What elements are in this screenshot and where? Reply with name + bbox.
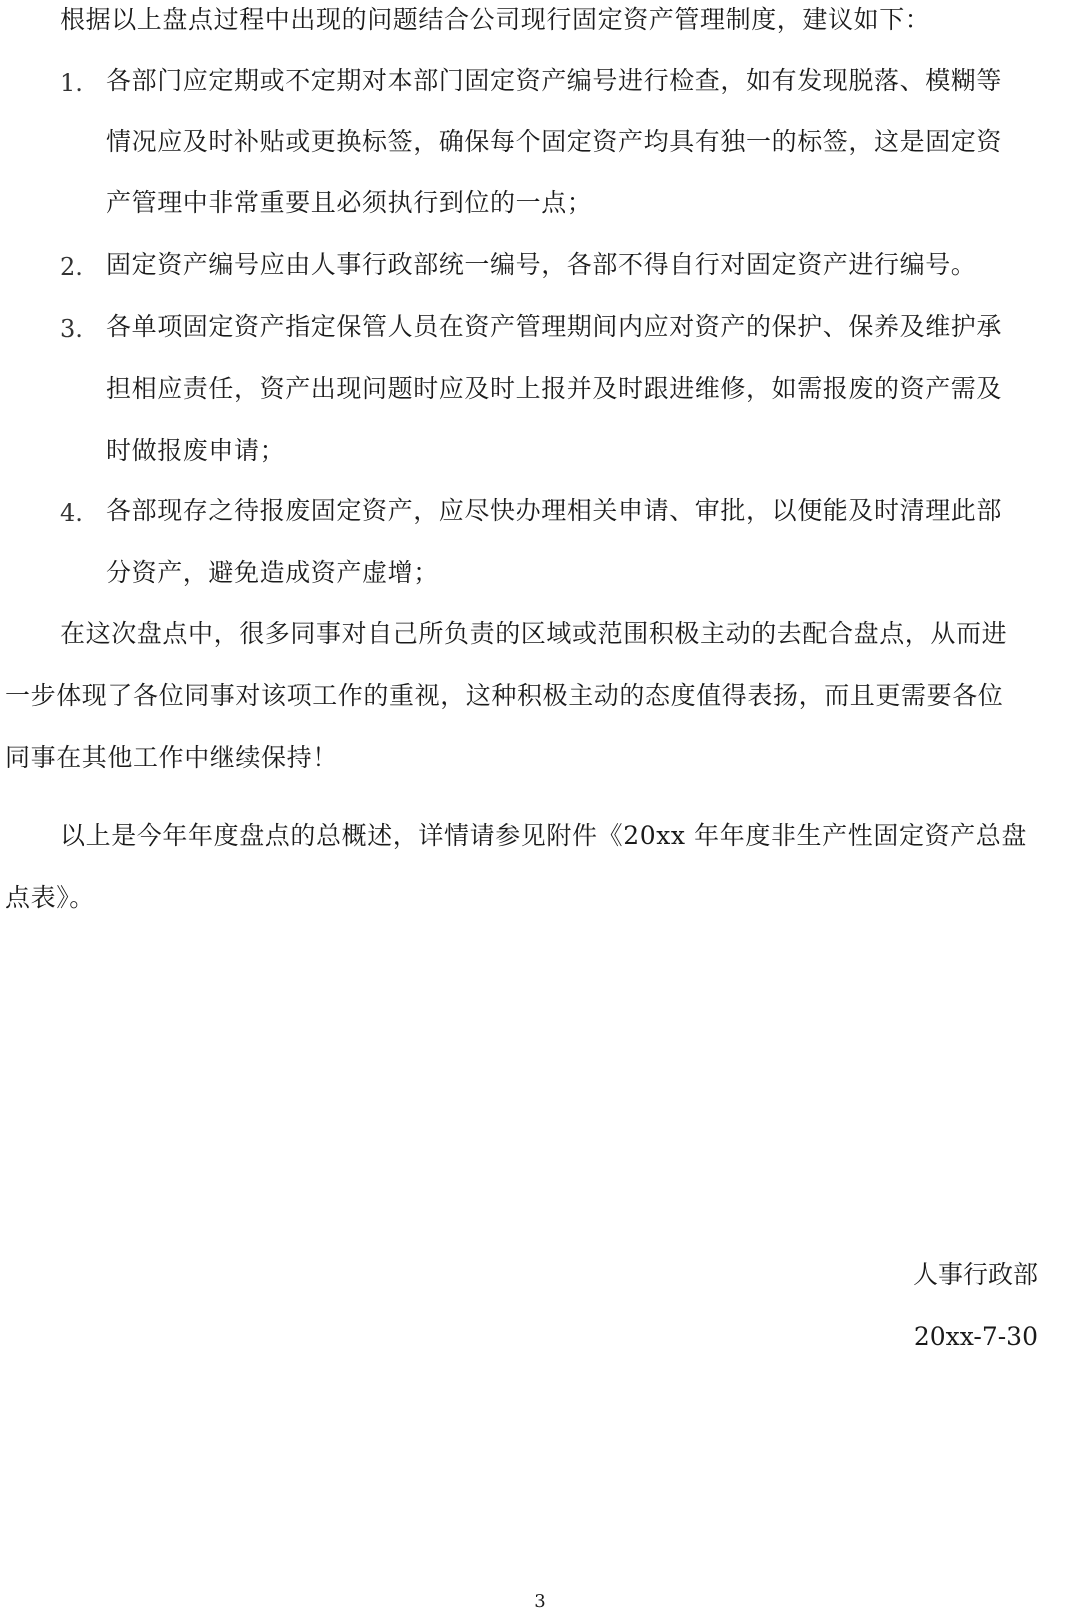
item-1-line-3: 产管理中非常重要且必须执行到位的一点； (106, 188, 593, 217)
item-4-number: 4. (60, 499, 83, 527)
paragraph-2-line-1: 以上是今年年度盘点的总概述，详情请参见附件《20xx 年年度非生产性固定资产总盘 (60, 821, 1027, 850)
page-number: 3 (534, 1591, 546, 1612)
item-1-line-2: 情况应及时补贴或更换标签，确保每个固定资产均具有独一的标签，这是固定资 (106, 127, 1003, 156)
signature-date: 20xx-7-30 (913, 1322, 1038, 1351)
item-3-line-1: 各单项固定资产指定保管人员在资产管理期间内应对资产的保护、保养及维护承 (106, 312, 1003, 341)
item-1-number: 1. (60, 69, 83, 97)
item-2-line-1: 固定资产编号应由人事行政部统一编号，各部不得自行对固定资产进行编号。 (106, 250, 977, 279)
paragraph-1-line-2: 一步体现了各位同事对该项工作的重视，这种积极主动的态度值得表扬，而且更需要各位 (5, 681, 1004, 710)
item-2-number: 2. (60, 253, 83, 281)
item-3-line-3: 时做报废申请； (106, 436, 286, 465)
paragraph-1-line-1: 在这次盘点中，很多同事对自己所负责的区域或范围积极主动的去配合盘点，从而进 (60, 619, 1008, 648)
paragraph-1-line-3: 同事在其他工作中继续保持！ (5, 743, 338, 772)
intro-line: 根据以上盘点过程中出现的问题结合公司现行固定资产管理制度，建议如下： (60, 5, 931, 34)
paragraph-2-line-2: 点表》。 (5, 883, 95, 912)
signature-department: 人事行政部 (912, 1260, 1038, 1289)
item-4-line-1: 各部现存之待报废固定资产，应尽快办理相关申请、审批，以便能及时清理此部 (106, 496, 1003, 525)
item-3-number: 3. (60, 315, 83, 343)
item-4-line-2: 分资产，避免造成资产虚增； (106, 558, 439, 587)
item-3-line-2: 担相应责任，资产出现问题时应及时上报并及时跟进维修，如需报废的资产需及 (106, 374, 1003, 403)
item-1-line-1: 各部门应定期或不定期对本部门固定资产编号进行检查，如有发现脱落、模糊等 (106, 66, 1003, 95)
